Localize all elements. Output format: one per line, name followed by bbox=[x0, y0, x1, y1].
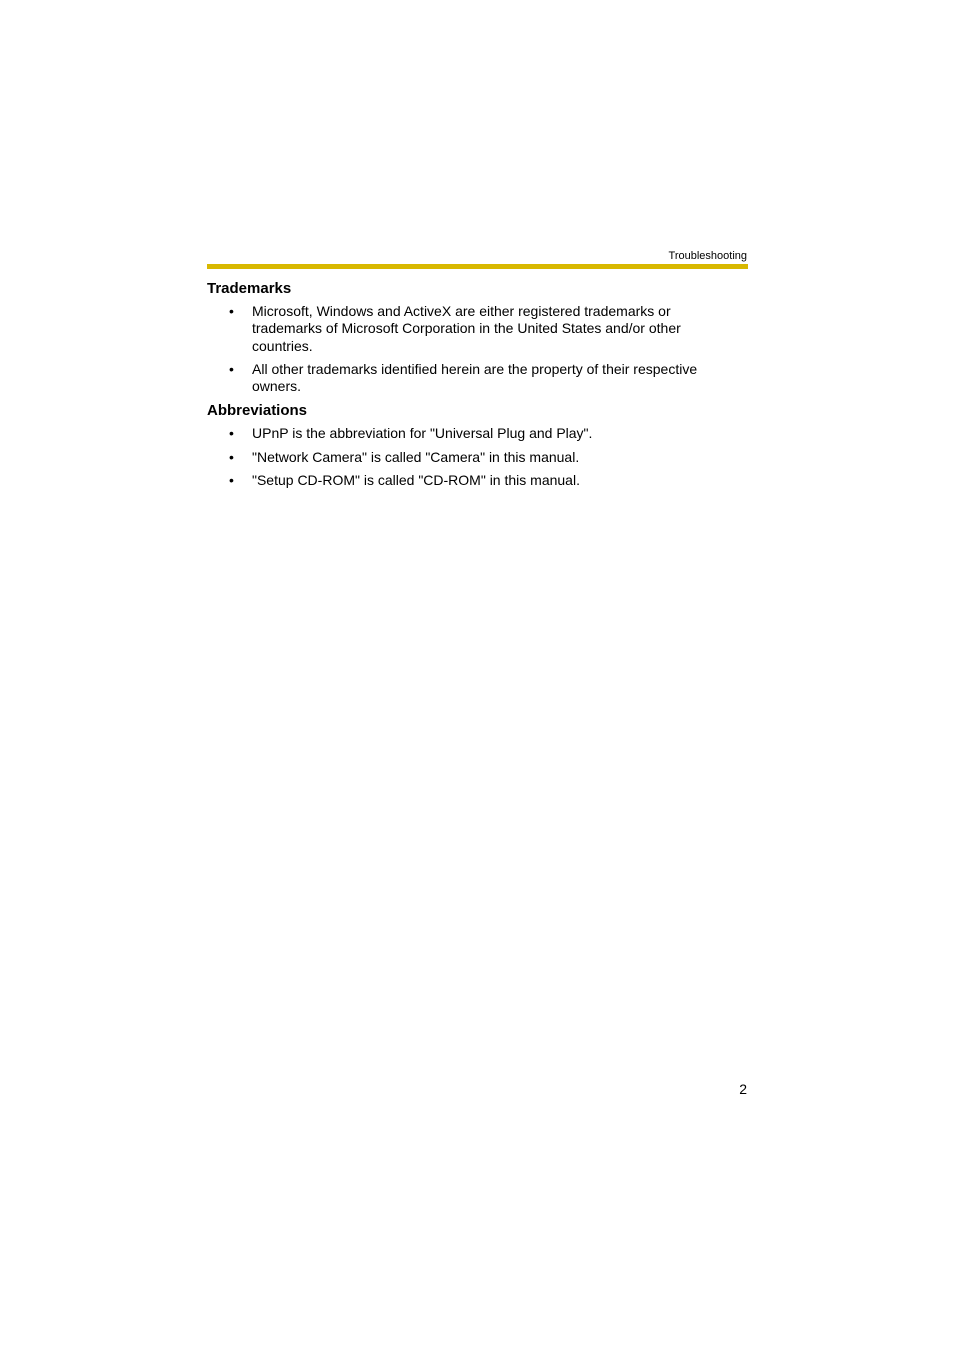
list-item bbox=[207, 449, 748, 466]
bullet-icon: • bbox=[229, 360, 234, 377]
list-item bbox=[207, 425, 748, 442]
page-content bbox=[207, 279, 748, 495]
list-item-text: "Setup CD-ROM" is called "CD-ROM" in this manual. bbox=[252, 472, 580, 489]
list-item-text: "Network Camera" is called "Camera" in this manual. bbox=[252, 448, 580, 465]
running-header-label: Troubleshooting bbox=[668, 250, 747, 262]
list-item-text: Microsoft, Windows and ActiveX are either registered trademarks or trademarks of Microsoft Corporation in the United States and/or other countries. bbox=[252, 303, 681, 354]
list-item-text: All other trademarks identified herein are the property of their respective owners. bbox=[252, 360, 698, 395]
section-heading-trademarks: Trademarks bbox=[207, 280, 292, 297]
list-item bbox=[207, 472, 748, 489]
page-number: 2 bbox=[739, 1081, 747, 1097]
abbreviations-section bbox=[207, 401, 748, 489]
header-rule bbox=[207, 264, 748, 269]
list-item bbox=[207, 361, 748, 396]
list-item-text: UPnP is the abbreviation for "Universal Plug and Play". bbox=[252, 425, 593, 442]
bullet-icon: • bbox=[229, 425, 234, 442]
list-item bbox=[207, 303, 748, 355]
trademarks-section bbox=[207, 279, 748, 395]
abbreviations-list bbox=[207, 425, 748, 489]
trademarks-list bbox=[207, 303, 748, 395]
bullet-icon: • bbox=[229, 472, 234, 489]
bullet-icon: • bbox=[229, 303, 234, 319]
section-heading-abbreviations: Abbreviations bbox=[207, 402, 308, 420]
bullet-icon: • bbox=[229, 448, 234, 465]
